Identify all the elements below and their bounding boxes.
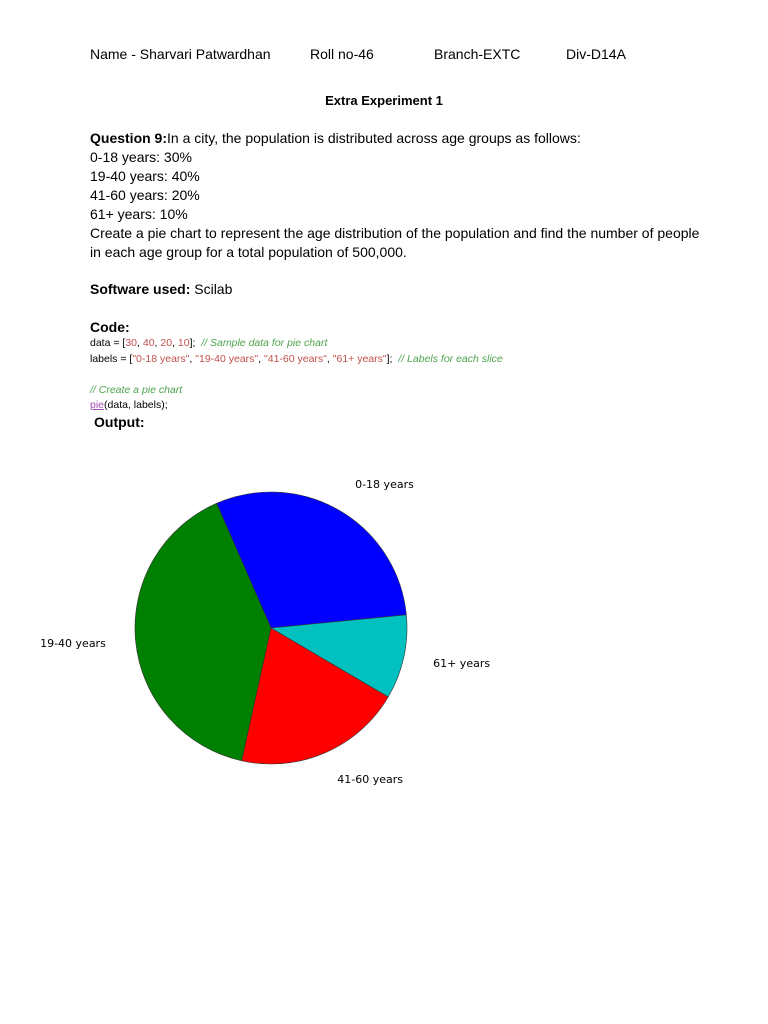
pie-label: 61+ years — [433, 656, 491, 670]
code-line: pie(data, labels); — [90, 399, 168, 411]
code-line: // Create a pie chart — [90, 383, 183, 396]
pie-label: 19-40 years — [40, 637, 106, 651]
pie-function-link[interactable]: pie — [90, 399, 105, 411]
experiment-title: Extra Experiment 1 — [325, 93, 443, 108]
code-blank-line — [90, 367, 503, 383]
software-label: Software used: — [90, 281, 191, 297]
software-value: Scilab — [194, 281, 233, 297]
code-heading: Code: — [90, 319, 130, 335]
software-used — [90, 281, 232, 297]
question-label: Question 9: — [90, 130, 168, 146]
age-item: 19-40 years: 40% — [90, 168, 200, 184]
question-block — [90, 129, 710, 262]
pie-label: 0-18 years — [355, 477, 414, 491]
question-intro: In a city, the population is distributed across age groups as follows: — [167, 130, 581, 146]
roll-number: Roll no-46 — [310, 46, 374, 62]
division: Div-D14A — [566, 46, 626, 62]
student-name: Name - Sharvari Patwardhan — [90, 46, 271, 62]
pie-chart — [40, 440, 520, 810]
code-block — [90, 336, 503, 414]
question-task: Create a pie chart to represent the age distribution of the population and find the number of people in each age group for a total population of 500,000. — [90, 225, 700, 260]
age-item: 0-18 years: 30% — [90, 149, 192, 165]
age-item: 41-60 years: 20% — [90, 187, 200, 203]
pie-label: 41-60 years — [337, 773, 404, 787]
code-line: data = [30, 40, 20, 10]; // Sample data for pie chart — [90, 337, 328, 349]
age-item: 61+ years: 10% — [90, 206, 188, 222]
code-line: labels = ["0-18 years", "19-40 years", "41-60 years", "61+ years"]; // Labels for each slice — [90, 352, 503, 365]
branch: Branch-EXTC — [434, 46, 521, 62]
output-label: Output: — [94, 414, 145, 430]
